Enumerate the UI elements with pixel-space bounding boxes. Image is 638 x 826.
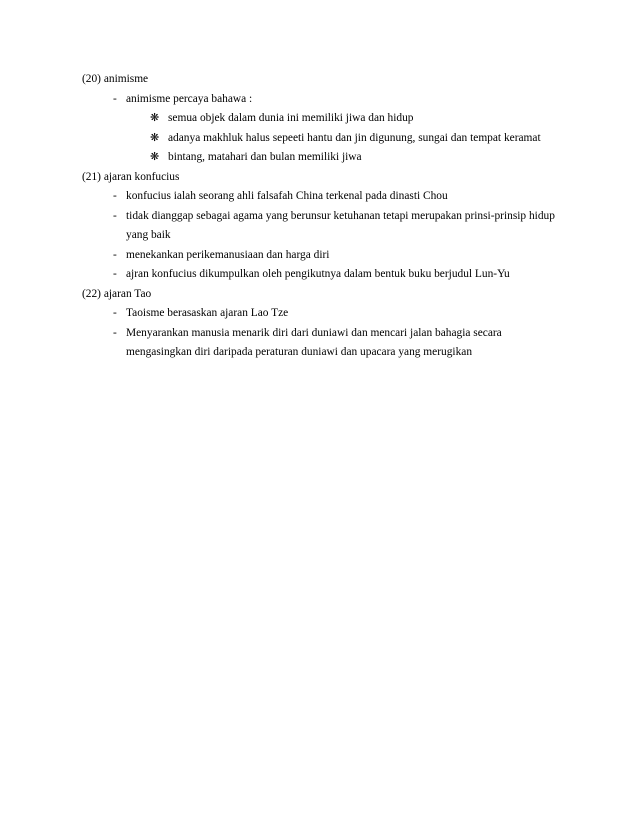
dash-marker: - <box>113 209 117 222</box>
list-item-text: tidak dianggap sebagai agama yang berunsur ketuhanan tetapi merupakan prinsi-prinsip hidup yang baik <box>126 209 555 241</box>
sub-list-item <box>82 129 562 149</box>
list-item <box>82 304 562 324</box>
list-item <box>82 90 562 110</box>
document-body <box>82 70 562 363</box>
dash-marker: - <box>113 92 117 105</box>
list-item-text: konfucius ialah seorang ahli falsafah China terkenal pada dinasti Chou <box>126 190 448 202</box>
flower-bullet-icon: ❋ <box>150 112 160 124</box>
sub-list-item <box>82 109 562 129</box>
dash-marker: - <box>113 307 117 319</box>
list-item-text: animisme percaya bahawa : <box>126 92 253 105</box>
section-heading-tao: (22) ajaran Tao <box>82 287 152 300</box>
list-item-text: ajran konfucius dikumpulkan oleh pengikutnya dalam bentuk buku berjudul Lun-Yu <box>126 268 510 280</box>
section-heading-animisme: (20) animisme <box>82 73 149 85</box>
sub-list-item-text: bintang, matahari dan bulan memiliki jiwa <box>168 151 362 163</box>
dash-marker: - <box>113 326 117 339</box>
list-item <box>82 246 562 266</box>
flower-bullet-icon: ❋ <box>150 131 160 144</box>
list-item <box>82 207 562 246</box>
sub-list-item-text: semua objek dalam dunia ini memiliki jiwa dan hidup <box>168 112 414 124</box>
dash-marker: - <box>113 190 117 202</box>
sub-list-item <box>82 148 562 168</box>
list-item <box>82 187 562 207</box>
list-item-text: Taoisme berasaskan ajaran Lao Tze <box>126 307 289 319</box>
list-item-text: Menyarankan manusia menarik diri dari duniawi dan mencari jalan bahagia secara mengasingkan diri daripada peraturan duniawi dan upacara yang merugikan <box>126 326 502 358</box>
section-heading-konfucius: (21) ajaran konfucius <box>82 170 180 183</box>
flower-bullet-icon: ❋ <box>150 151 160 163</box>
dash-marker: - <box>113 268 117 280</box>
dash-marker: - <box>113 248 117 261</box>
list-item <box>82 324 562 363</box>
list-item-text: menekankan perikemanusiaan dan harga diri <box>126 248 330 261</box>
list-item <box>82 265 562 285</box>
sub-list-item-text: adanya makhluk halus sepeeti hantu dan jin digunung, sungai dan tempat keramat <box>168 131 541 144</box>
